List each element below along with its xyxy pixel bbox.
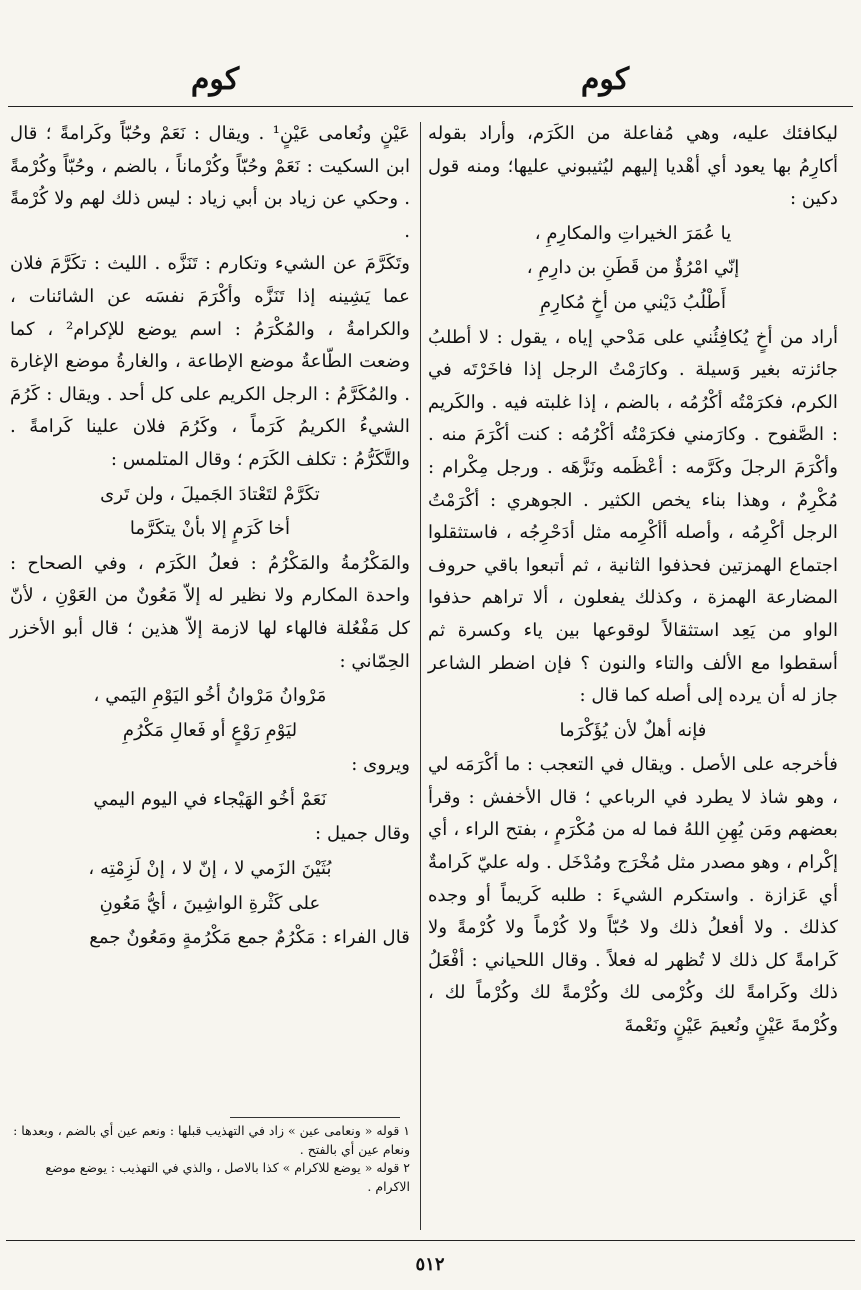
verse-line: أخا كَرَمٍ إلا بأنْ يتكَرَّما: [129, 518, 291, 540]
paragraph: أراد من أخٍ يُكافِئُني على مَدْحي إياه ، يقول : لا أطلبُ جائزته بغير وَسيلة . وكارَمْتُ الرجل إذا فاخَرْتَه في الكرم، فكرَمْتُه أكْرُمُه ، بالضم ، إذا غلبته فيه . والكَريم : الصَّفوح . وكارَمني فكرَمْتُه أكْرُمُه : كنت أكْرَمَ منه . وأكْرَمَ الرجلَ وكَرَّمه : أعْظَمه ونَزَّهَه . ورجل مِكْرام : مُكْرِمٌ ، وهذا بناء يخص الكثير . الجوهري : أكْرَمْتُ الرجل أكْرِمُه ، وأصله أأكْرِمه مثل أدَحْرِجُه ، فاستثقلوا اجتماع الهمزتين فحذفوا الثانية ، ثم أتبعوا باقي حروف المضارعة الهمزة ، وكذلك يفعلون ، ألا تراهم حذفوا الواو من يَعِد استثقالاً لوقوعها بين ياء وكسرة ثم أسقطوا مع الألف والتاء والنون ؟ فإن اضطر الشاعر جاز له أن يرده إلى أصله كما قال :: [428, 326, 838, 707]
paragraph: وتَكَرَّمَ عن الشيء وتكارم : تَنَزَّه . الليث : تكَرَّمَ فلان عما يَشِينه إذا تَنَزَّه وأكْرَمَ نفسَه عن الشائنات ، والكرامةُ ، والمُكْرَمُ : اسم يوضع للإكرام² ، كما وضعت الطّاعةُ موضع الإطاعة ، والغارةُ موضع الإغارة . والمُكَرَّمُ : الرجل الكريم على كل أحد . ويقال : كَرُمَ الشيءُ الكريمُ كَرَماً ، وكَرُمَ فلان علينا كَرامةً . والتَّكَرُّمُ : تكلف الكَرَم ؛ وقال المتلمس :: [10, 253, 410, 470]
footnotes: [10, 1122, 410, 1196]
footnote: ٢ قوله « يوضع للاكرام » كذا بالاصل ، والذي في التهذيب : يوضع موضع الاكرام .: [45, 1160, 410, 1194]
column-divider: [420, 122, 421, 1230]
verse-line: بُثَيْنَ الزَمي لا ، إنّ لا ، إنْ لَزِمْتِه ،: [88, 858, 332, 880]
paragraph: ويروى :: [351, 754, 410, 776]
header-rule: [8, 106, 853, 107]
paragraph: قال الفراء : مَكْرُمٌ جمع مَكْرُمةٍ ومَعُونٌ جمع: [89, 927, 410, 949]
footnote-rule: [230, 1117, 400, 1118]
paragraph: فأخرجه على الأصل . ويقال في التعجب : ما أكْرَمَه لي ، وهو شاذ لا يطرد في الرباعي ؛ قال الأخفش : وقرأ بعضهم ومَن يُهِنِ اللهُ فما له من مُكْرَمٍ ، بفتح الراء ، أي إكْرام ، وهو مصدر مثل مُخْرَج ومُدْخَل . وله عليّ كَرامةٌ أي عَزازة . واستكرم الشيءَ : طلبه كَريماً أو وجده كذلك . ولا أفعلُ ذلك ولا حُبّاً ولا كُرْماً ولا كُرْمةً ولا كَرامةً كل ذلك لا تُظهر له فعلاً . وقال اللحياني : أفْعَلُ ذلك وكَرامةً لك وكُرْمى لك وكُرْمةً لك وكُرْماً لك ، وكُرْمةَ عَيْنٍ ونُعيمَ عَيْنٍ ونَعْمةَ: [428, 754, 838, 1037]
running-header-left: كوم: [190, 62, 240, 97]
verse-line: ليَوْمِ رَوْعٍ أو فَعالِ مَكْرُمِ: [122, 719, 298, 741]
verse-line: مَرْوانُ مَرْوانُ أخُو اليَوْمِ اليَمي ،: [93, 685, 327, 707]
paragraph: ليكافئك عليه، وهي مُفاعلة من الكَرَم، وأراد بقوله أكارِمُ بها يعود أي أهْديا إليهم ليُثيبوني عليها؛ ومنه قول دكين :: [428, 123, 838, 210]
paragraph: عَيْنٍ ونُعامى عَيْنٍ¹ . ويقال : نَعَمْ وحُبّاً وكَرامةً ؛ قال ابن السكيت : نَعَمْ وحُبّاً وكُرْماناً ، بالضم ، وحُبّاً وكُرْمةً . وحكي عن زياد بن أبي زياد : ليس ذلك لهم ولا كُرْمةً .: [10, 123, 410, 242]
footnote: ١ قوله « ونعامى عين » زاد في التهذيب قبلها : ونعم عين أي بالضم ، وبعدها : ونعام عين أي بالفتح .: [13, 1123, 410, 1157]
verse-line: فإنه أهلٌ لأن يُؤَكْرَما: [559, 719, 707, 741]
paragraph: والمَكْرُمةُ والمَكْرُمُ : فعلُ الكَرَم ، وفي الصحاح : واحدة المكارم ولا نظير له إلاّ مَعُونٌ من العَوْنِ ، لأنّ كل مَفْعُلة فالهاء لها لازمة إلاّ هذين ؛ قال أبو الأخزر الحِمّاني :: [10, 552, 410, 672]
paragraph: وقال جميل :: [315, 823, 410, 845]
verse-line: نَعَمْ أخُو الهَيْجاء في اليوم اليمي: [93, 788, 327, 810]
left-column: [10, 118, 410, 955]
verse-line: أَطْلُبُ دَيْني من أخٍ مُكارِمِ: [539, 291, 727, 313]
verse-line: إنّي امْرُؤٌ من قَطَنِ بن دارِمِ ،: [526, 257, 740, 279]
verse-line: تكَرَّمْ لتَعْتادَ الجَميلَ ، ولن تَرى: [100, 483, 320, 505]
footer-rule: [6, 1240, 855, 1241]
page-number: ٥١٢: [415, 1254, 445, 1275]
verse-line: يا عُمَرَ الخيراتِ والمكارِمِ ،: [534, 222, 732, 244]
verse-line: على كَثْرةِ الواشِينَ ، أيُّ مَعُونِ: [99, 892, 321, 914]
running-header-right: كوم: [580, 62, 630, 97]
right-column: [428, 118, 838, 1043]
